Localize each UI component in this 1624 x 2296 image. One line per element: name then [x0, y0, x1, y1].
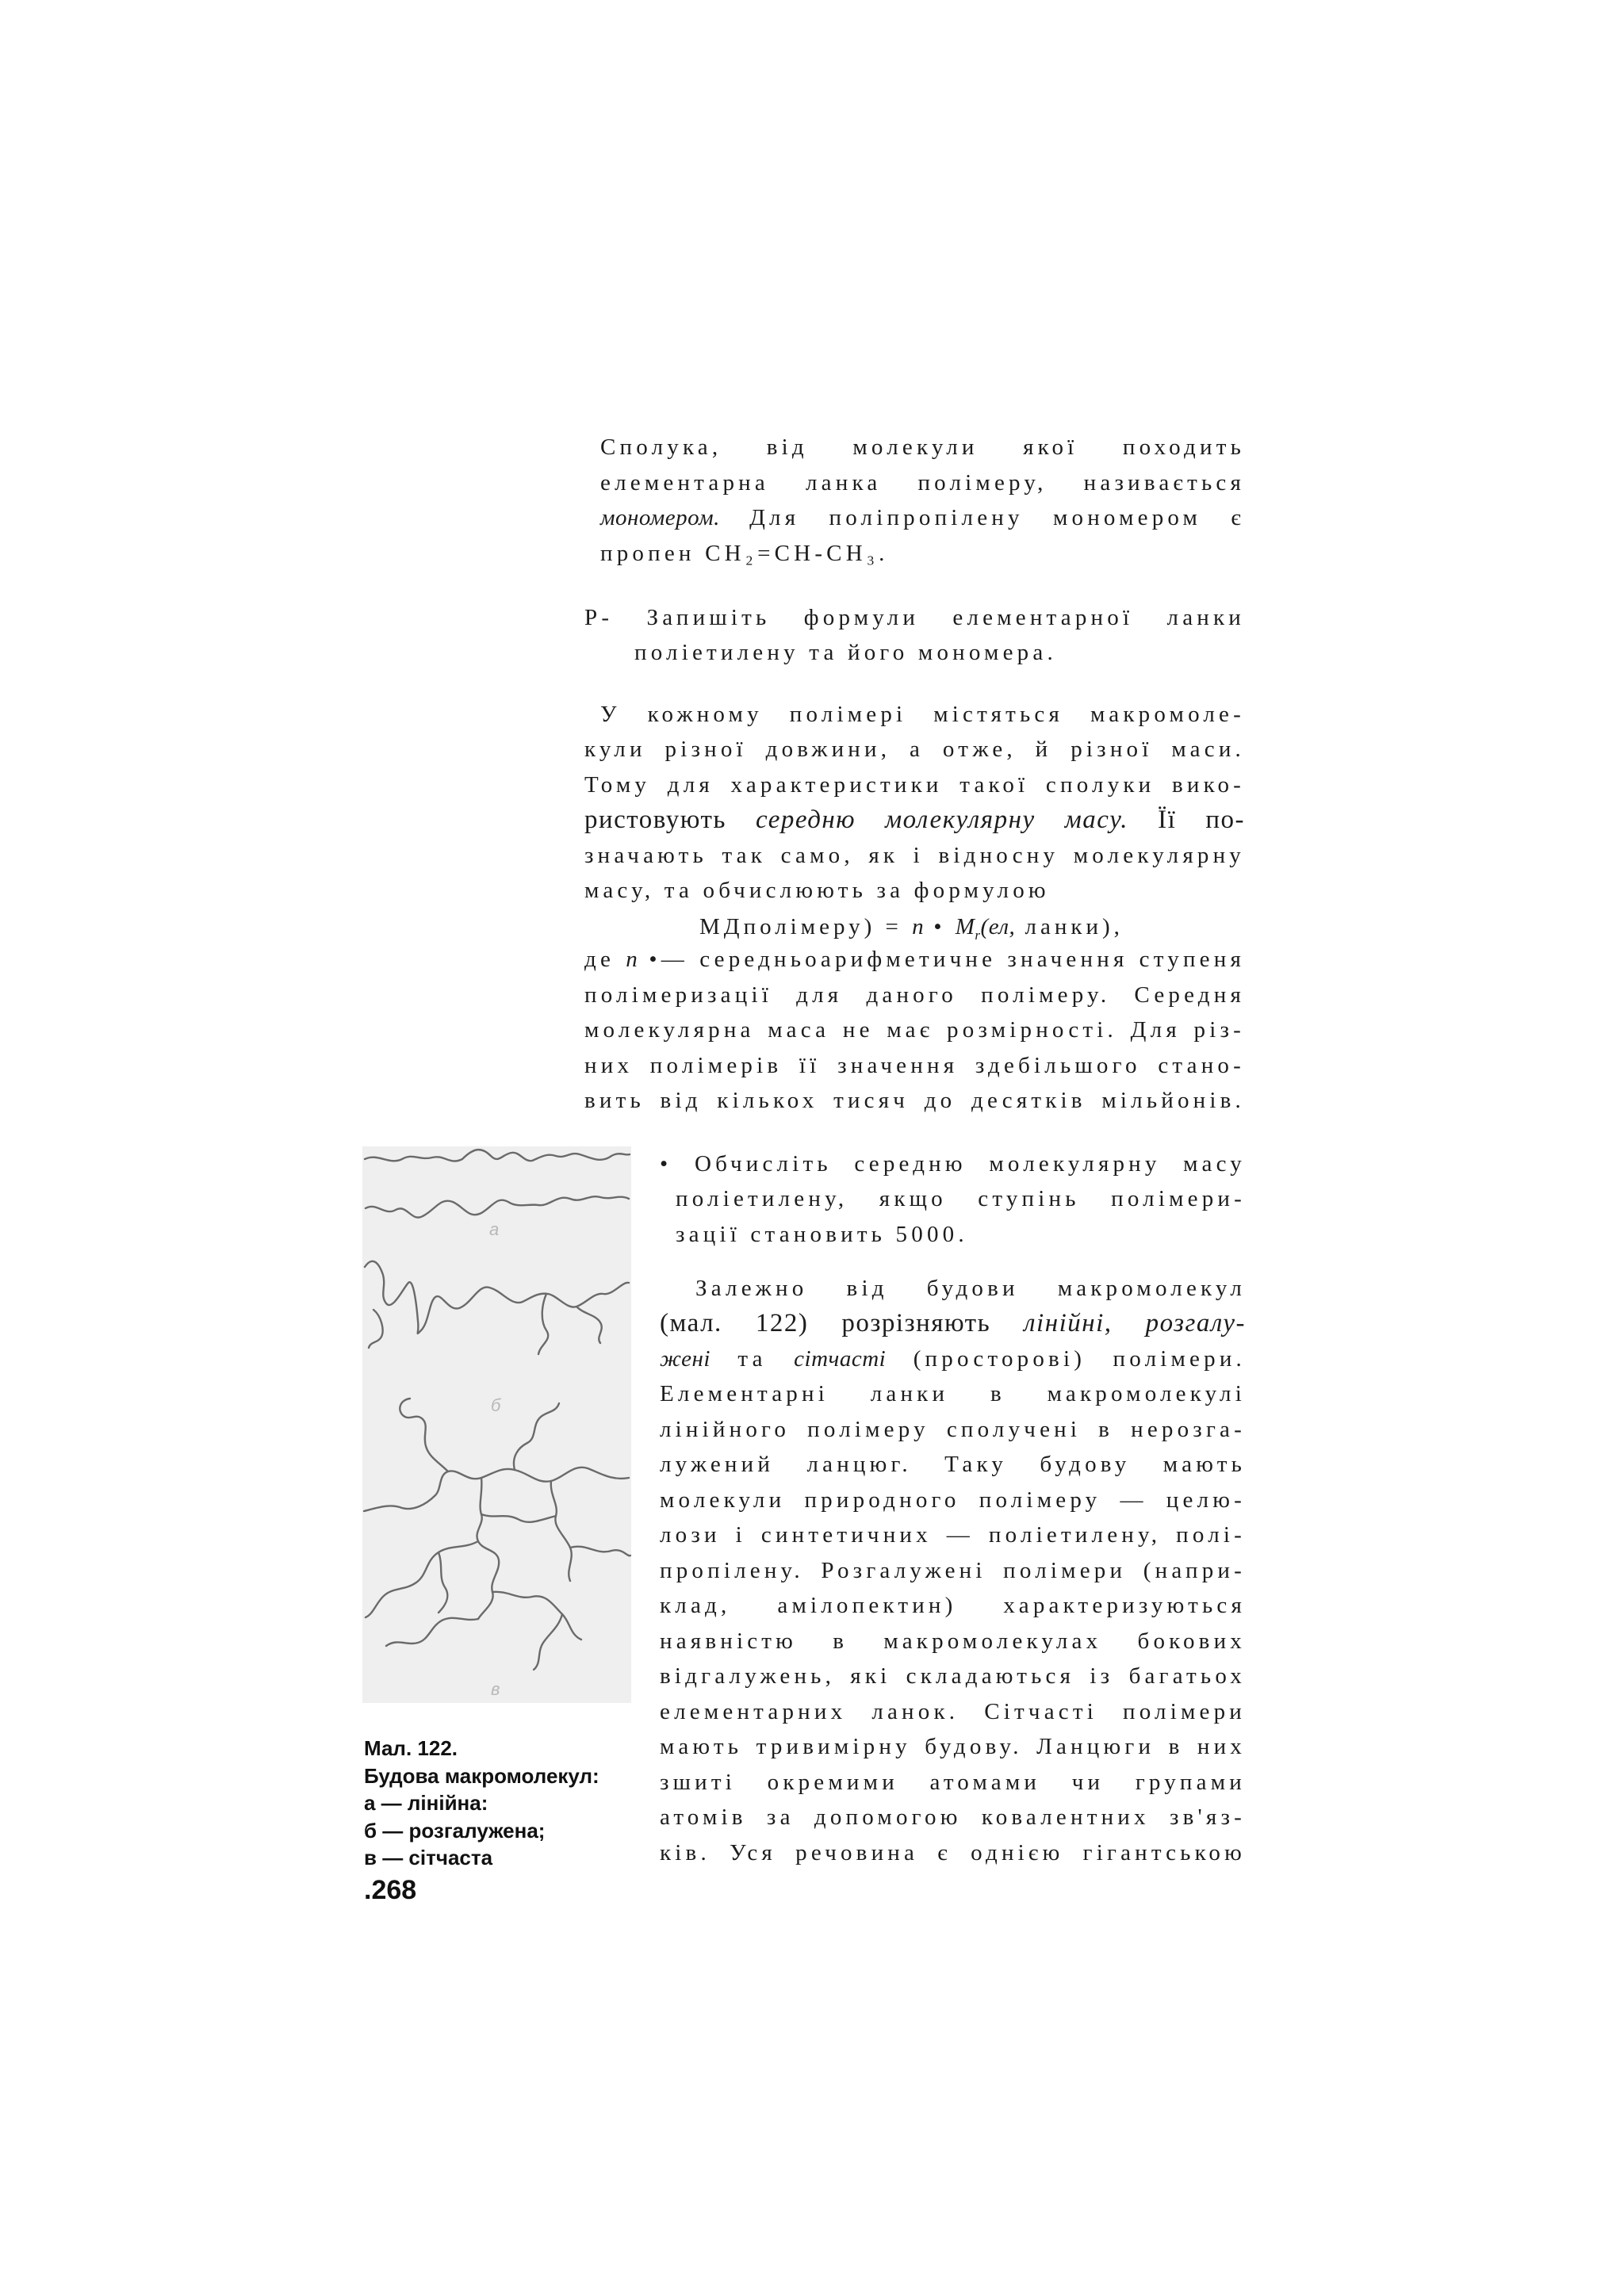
text-line: пропен CH₂=CH-CH₃.: [600, 540, 889, 566]
figure-label-a: а: [489, 1219, 500, 1239]
paragraph-average-mass-body: [584, 732, 1245, 909]
text-line: де n •— середньоарифметичне значення ступеня: [584, 947, 1245, 972]
branched-chain: [369, 1310, 383, 1348]
caption-line: а — лінійна:: [364, 1791, 488, 1815]
network-chain: [386, 1618, 478, 1646]
text-line: лінійного полімеру сполучені в нерозга-: [660, 1416, 1246, 1442]
network-chain: [481, 1514, 556, 1522]
branched-chain: [538, 1294, 548, 1354]
figure-label-b: б: [491, 1395, 501, 1415]
network-chain: [364, 1468, 629, 1511]
network-chain: [477, 1478, 499, 1619]
text-line: мають тривимірну будову. Ланцюги в них: [660, 1734, 1246, 1759]
paragraph-structure: [695, 1271, 1246, 1307]
caption-line: в — сітчаста: [364, 1846, 493, 1869]
text-line: атомів за допомогою ковалентних зв'яз-: [660, 1804, 1246, 1830]
paragraph-monomer: [600, 430, 1245, 571]
text-line: У кожному полімері містяться макромоле-: [600, 702, 1245, 727]
text-line: елементарних ланок. Сітчасті полімери: [660, 1698, 1246, 1724]
text-line: вить від кількох тисяч до десятків мільйонів.: [584, 1088, 1245, 1113]
text-line: масу, та обчислюють за формулою: [584, 878, 1050, 903]
caption-line: Мал. 122.: [364, 1736, 458, 1760]
paragraph-structure-body: [660, 1306, 1246, 1870]
caption-line: Будова макромолекул:: [364, 1763, 599, 1788]
paragraph-average-mass: [600, 697, 1245, 733]
task-formulas: [584, 600, 1245, 636]
network-chain: [439, 1552, 447, 1613]
text-line: молекулярна маса не має розмірності. Для різ-: [584, 1017, 1245, 1043]
macromolecule-illustration: [362, 1146, 631, 1703]
task-calculate-cont: [676, 1181, 1246, 1252]
text-line: відгалужень, які складаються із багатьох: [660, 1663, 1246, 1689]
network-chain: [570, 1547, 630, 1556]
text-line: кули різної довжини, а отже, й різної маси.: [584, 737, 1245, 762]
linear-chain: [366, 1196, 629, 1217]
text-line: них полімерів її значення здебільшого стано-: [584, 1052, 1245, 1078]
task-formulas-cont: [634, 635, 1245, 671]
text-line: ків. Уся речовина є однією гігантською: [660, 1839, 1246, 1866]
text-line: поліетилену, якщо ступінь полімери-: [676, 1186, 1246, 1211]
formula-average-mass: МДполімеру) = n • $M_r(ел$, ланки),: [699, 914, 1124, 943]
network-chain: [366, 1541, 478, 1617]
network-chain: [492, 1592, 581, 1640]
text-line: пропілену. Розгалужені полімери (напри-: [660, 1557, 1246, 1583]
text-line: (мал. 122) розрізняють лінійні, розгалу-: [660, 1309, 1246, 1337]
text-line: • Обчисліть середню молекулярну масу: [660, 1151, 1246, 1177]
text-line: зшиті окремими атомами чи групами: [660, 1769, 1246, 1795]
text-line: Сполука, від молекули якої походить: [600, 434, 1245, 460]
network-chain: [534, 1614, 562, 1670]
caption-line: б — розгалужена;: [364, 1818, 546, 1843]
page-number: .268: [364, 1875, 417, 1905]
term-linear-branched: лінійні, розгалу-: [1024, 1309, 1246, 1337]
figure-macromolecule-structures: [362, 1146, 631, 1703]
text-line: лужений ланцюг. Таку будову мають: [660, 1452, 1246, 1477]
figure-label-v: в: [491, 1679, 500, 1699]
text-line: Залежно від будови макромолекул: [695, 1276, 1246, 1301]
text-line: лози і синтетичних — поліетилену, полі-: [660, 1522, 1246, 1548]
figure-caption: [364, 1735, 599, 1872]
text-line: мономером. Для поліпропілену мономером є: [600, 505, 1245, 530]
text-line: молекули природного полімеру — целю-: [660, 1487, 1246, 1513]
branched-chain: [576, 1307, 602, 1343]
text-line: жені та сітчасті (просторові) полімери.: [660, 1345, 1246, 1372]
paragraph-degree: [584, 942, 1245, 1119]
text-line: полімеризації для даного полімеру. Середня: [584, 982, 1245, 1008]
text-line: Р- Запишіть формули елементарної ланки: [584, 605, 1245, 630]
text-line: Тому для характеристики такої сполуки вико-: [584, 771, 1245, 798]
text-line: поліетилену та його мономера.: [634, 640, 1057, 665]
task-bullet: •: [660, 1151, 672, 1177]
network-chain: [400, 1399, 448, 1471]
task-calculate: [660, 1146, 1246, 1182]
text-line: зації становить 5000.: [676, 1221, 968, 1247]
network-chain: [514, 1403, 559, 1470]
text-line: клад, амілопектин) характеризуються: [660, 1593, 1246, 1618]
task-marker: Р-: [584, 605, 614, 630]
term-average-mass: середню молекулярну масу.: [756, 806, 1129, 834]
network-chain: [551, 1481, 572, 1581]
branched-chain: [365, 1261, 629, 1334]
text-line: Елементарні ланки в макромолекулі: [660, 1381, 1246, 1406]
text-line: наявністю в макромолекулах бокових: [660, 1628, 1246, 1654]
text-line: значають так само, як і відносну молекулярну: [584, 842, 1245, 868]
linear-chain: [365, 1150, 630, 1161]
term-monomer: мономером.: [600, 505, 720, 530]
text-line: ристовують середню молекулярну масу. Її по-: [584, 806, 1245, 834]
text-line: елементарна ланка полімеру, називається: [600, 469, 1245, 496]
